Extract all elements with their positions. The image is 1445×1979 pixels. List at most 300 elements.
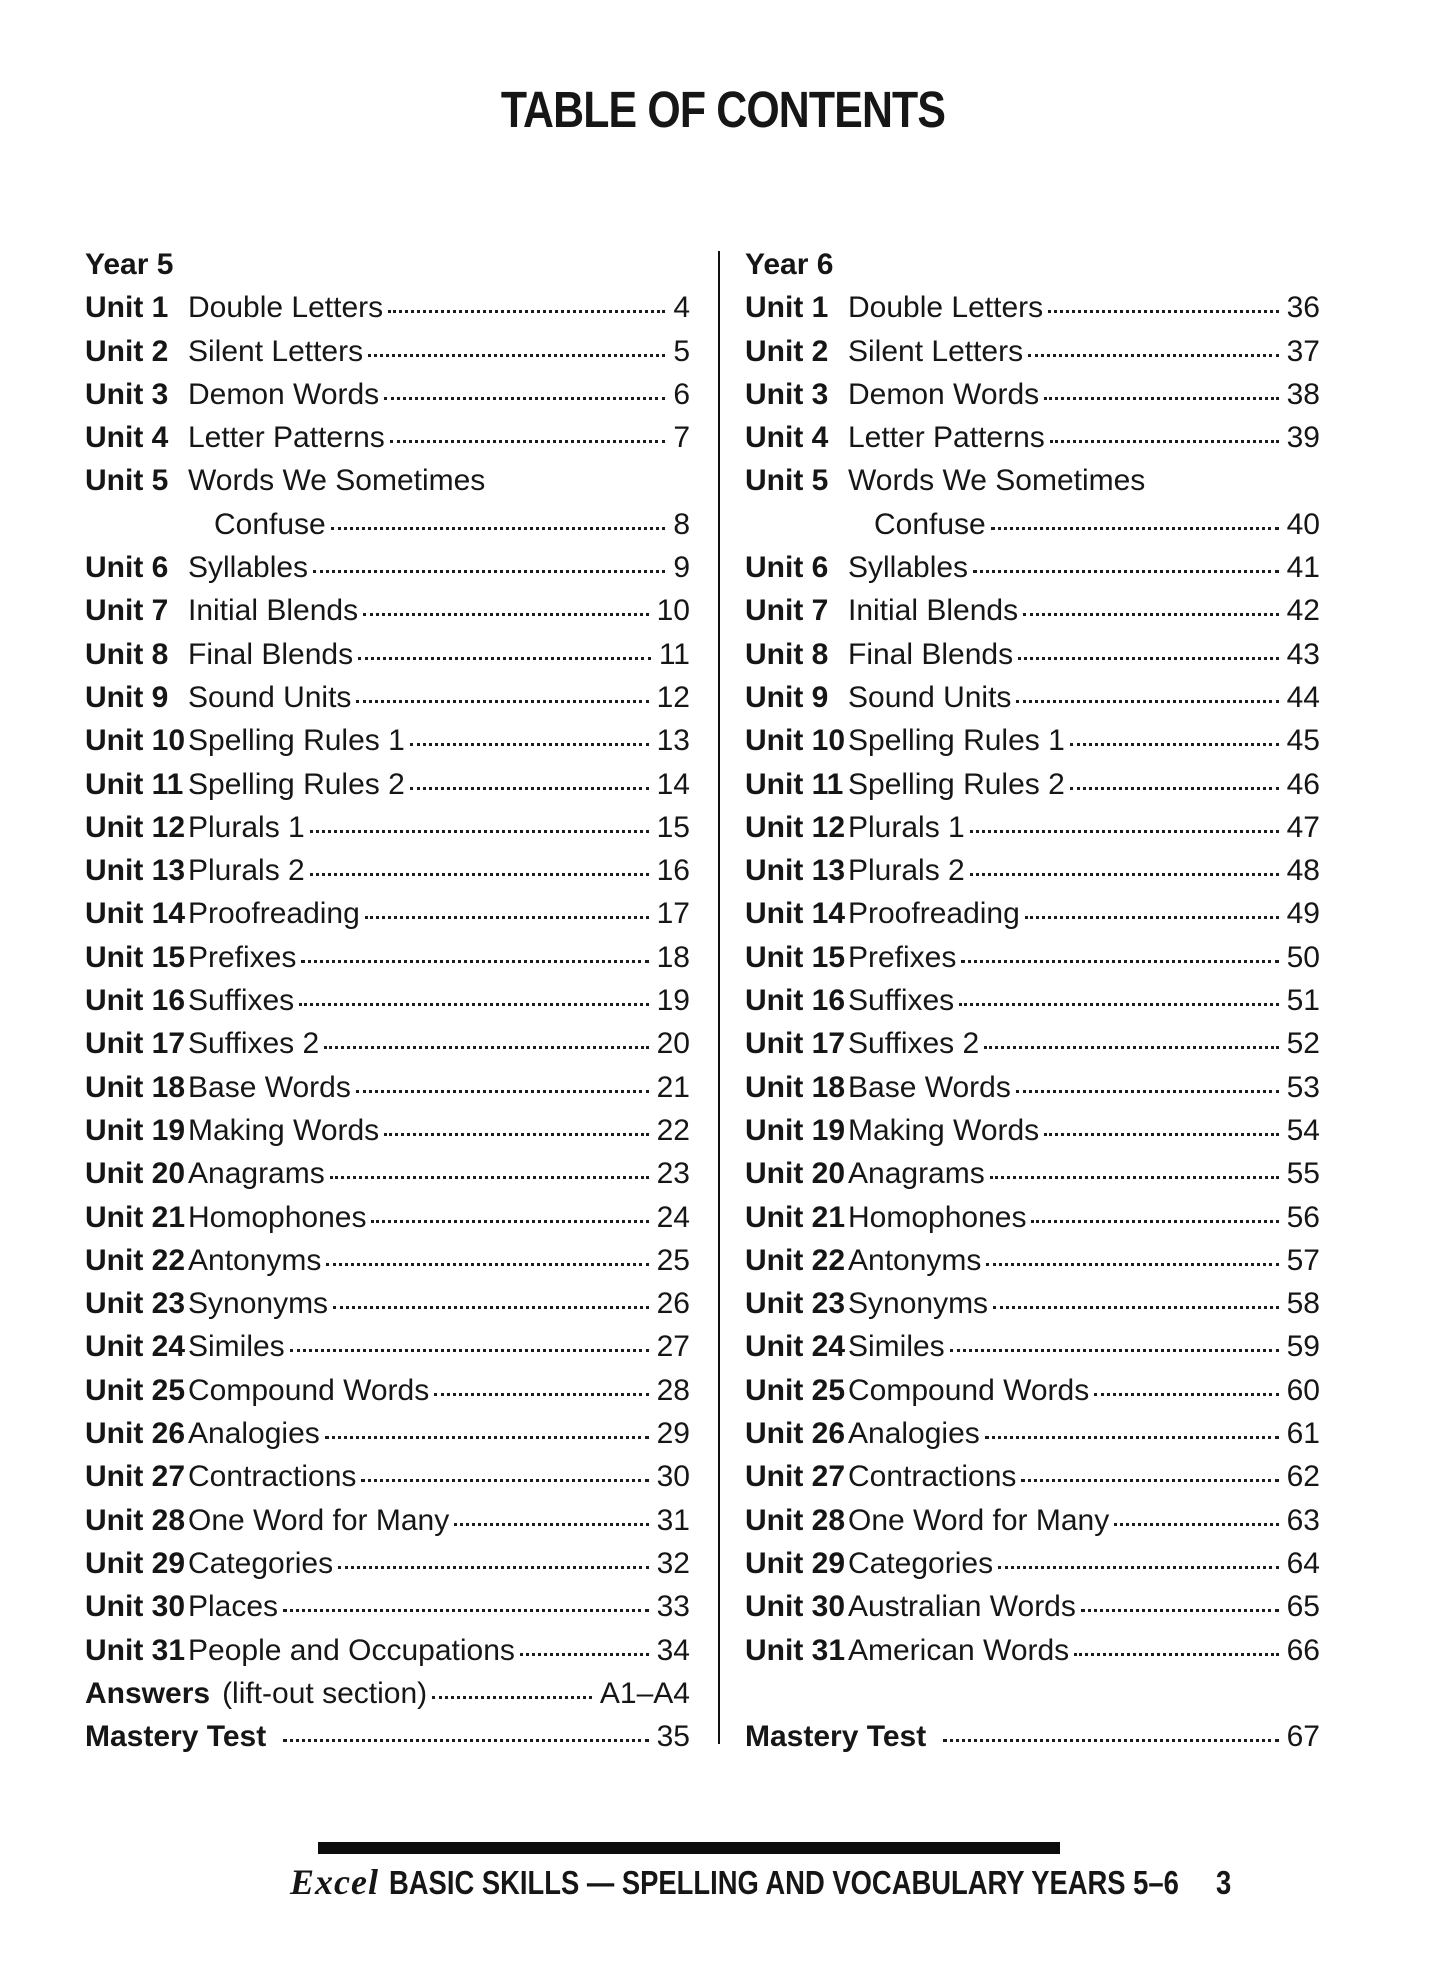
toc-row <box>745 1715 1320 1758</box>
toc-row <box>745 676 1320 719</box>
dot-leader <box>454 1523 648 1526</box>
unit-label: Unit 1 <box>85 291 169 325</box>
unit-label: Unit 22 <box>85 1243 186 1277</box>
unit-title: Plurals 2 <box>188 854 305 888</box>
toc-row <box>85 676 690 719</box>
unit-label: Unit 24 <box>85 1330 186 1364</box>
unit-title: Letter Patterns <box>188 421 385 455</box>
unit-title: Double Letters <box>848 291 1044 325</box>
page-number: 9 <box>673 551 690 585</box>
page-number: 47 <box>1286 810 1320 844</box>
unit-label: Unit 4 <box>745 421 829 455</box>
page-number: 15 <box>656 810 690 844</box>
unit-title: Spelling Rules 2 <box>848 767 1065 801</box>
unit-title: Prefixes <box>188 940 297 974</box>
toc-row <box>745 1542 1320 1585</box>
unit-label: Unit 14 <box>745 897 846 931</box>
footer-page-number: 3 <box>1215 1864 1231 1901</box>
dot-leader <box>991 527 1279 530</box>
unit-title: Similes <box>848 1330 945 1364</box>
dot-leader <box>368 354 665 357</box>
unit-title: Initial Blends <box>188 594 359 628</box>
page-number: 56 <box>1286 1200 1320 1234</box>
page-number: 7 <box>673 421 690 455</box>
dot-leader <box>1023 613 1279 616</box>
dot-leader <box>1070 743 1279 746</box>
page-number: 14 <box>656 767 690 801</box>
page-number: 34 <box>656 1633 690 1667</box>
toc-row <box>85 936 690 979</box>
dot-leader <box>1016 1090 1279 1093</box>
page-number: 67 <box>1286 1720 1320 1754</box>
unit-title: Homophones <box>848 1200 1027 1234</box>
dot-leader <box>1094 1393 1278 1396</box>
toc-row <box>745 633 1320 676</box>
unit-title: Analogies <box>848 1417 980 1451</box>
toc-column-year-6 <box>745 243 1320 1758</box>
unit-label: Unit 26 <box>85 1417 186 1451</box>
unit-label: Unit 3 <box>85 377 169 411</box>
toc-row <box>85 589 690 632</box>
unit-label: Unit 13 <box>745 854 846 888</box>
year-heading: Year 6 <box>745 248 834 281</box>
unit-title: Demon Words <box>188 377 380 411</box>
unit-label: Unit 2 <box>85 334 169 368</box>
page-number: 63 <box>1286 1503 1320 1537</box>
unit-title: Letter Patterns <box>848 421 1045 455</box>
unit-title: Suffixes 2 <box>188 1027 320 1061</box>
page-number: 20 <box>656 1027 690 1061</box>
unit-title: Syllables <box>848 551 969 585</box>
page-number: 53 <box>1286 1070 1320 1104</box>
toc-row <box>85 503 690 546</box>
footer-rule-bar <box>318 1842 1060 1854</box>
page-number: 30 <box>656 1460 690 1494</box>
page-number: 40 <box>1286 507 1320 541</box>
dot-leader <box>338 1566 649 1569</box>
page-number: 36 <box>1286 291 1320 325</box>
toc-row <box>85 892 690 935</box>
toc-row <box>745 1629 1320 1672</box>
unit-title: Making Words <box>848 1113 1040 1147</box>
toc-row <box>85 1585 690 1628</box>
toc-row <box>85 763 690 806</box>
unit-label: Unit 7 <box>85 594 169 628</box>
dot-leader <box>290 1349 649 1352</box>
unit-title: Suffixes <box>188 984 295 1018</box>
page-number: 5 <box>673 334 690 368</box>
unit-title: Australian Words <box>848 1590 1076 1624</box>
unit-label: Unit 8 <box>85 637 169 671</box>
unit-label: Unit 11 <box>745 767 844 801</box>
table-of-contents <box>85 243 1320 1758</box>
dot-leader <box>410 743 649 746</box>
page-number: 25 <box>656 1243 690 1277</box>
unit-title: Double Letters <box>188 291 384 325</box>
dot-leader <box>990 1176 1279 1179</box>
toc-row <box>85 330 690 373</box>
toc-row <box>85 979 690 1022</box>
unit-label: Unit 28 <box>85 1503 186 1537</box>
dot-leader <box>310 873 649 876</box>
dot-leader <box>299 1003 648 1006</box>
dot-leader <box>970 873 1279 876</box>
dot-leader <box>1021 1479 1278 1482</box>
unit-title: Final Blends <box>848 637 1014 671</box>
unit-title: Plurals 1 <box>188 810 305 844</box>
unit-label: Unit 14 <box>85 897 186 931</box>
page-number: 48 <box>1286 854 1320 888</box>
unit-title: Confuse <box>214 507 326 541</box>
dot-leader <box>365 916 649 919</box>
dot-leader <box>371 1220 648 1223</box>
unit-label: Unit 18 <box>85 1070 186 1104</box>
column-divider <box>718 251 720 1744</box>
unit-title: Proofreading <box>848 897 1020 931</box>
unit-label: Unit 8 <box>745 637 829 671</box>
toc-row <box>85 1672 690 1715</box>
unit-label: Unit 25 <box>745 1373 846 1407</box>
toc-row <box>745 459 1320 502</box>
toc-row <box>85 1152 690 1195</box>
unit-title: Contractions <box>188 1460 357 1494</box>
unit-label: Unit 2 <box>745 334 829 368</box>
unit-title: Prefixes <box>848 940 957 974</box>
dot-leader <box>998 1566 1279 1569</box>
page-number: 27 <box>656 1330 690 1364</box>
unit-label: Unit 27 <box>85 1460 186 1494</box>
page-number: 44 <box>1286 680 1320 714</box>
page-number: 13 <box>656 724 690 758</box>
unit-title: Syllables <box>188 551 309 585</box>
unit-label: Unit 20 <box>745 1157 846 1191</box>
unit-title: Analogies <box>188 1417 320 1451</box>
toc-row <box>745 1282 1320 1325</box>
page-number: 37 <box>1286 334 1320 368</box>
toc-row <box>85 286 690 329</box>
unit-title: Categories <box>848 1546 994 1580</box>
unit-title: Suffixes <box>848 984 955 1018</box>
unit-label: Unit 29 <box>745 1546 846 1580</box>
dot-leader <box>388 310 665 313</box>
toc-row <box>85 1455 690 1498</box>
unit-label: Unit 26 <box>745 1417 846 1451</box>
toc-row <box>745 1369 1320 1412</box>
unit-title: Synonyms <box>188 1287 329 1321</box>
page-number: 38 <box>1286 377 1320 411</box>
page-number: 26 <box>656 1287 690 1321</box>
unit-label: Unit 19 <box>85 1113 186 1147</box>
unit-title: Homophones <box>188 1200 367 1234</box>
unit-label: Unit 6 <box>85 551 169 585</box>
toc-row <box>85 373 690 416</box>
unit-label: Unit 21 <box>85 1200 186 1234</box>
toc-row <box>745 330 1320 373</box>
unit-title: Suffixes 2 <box>848 1027 980 1061</box>
page-number: 55 <box>1286 1157 1320 1191</box>
toc-row <box>745 1109 1320 1152</box>
unit-label: Unit 21 <box>745 1200 846 1234</box>
unit-title: Contractions <box>848 1460 1017 1494</box>
toc-row <box>745 1196 1320 1239</box>
page-number: 12 <box>656 680 690 714</box>
unit-label: Unit 23 <box>85 1287 186 1321</box>
dot-leader <box>324 1046 648 1049</box>
dot-leader <box>390 440 666 443</box>
toc-row <box>745 1066 1320 1109</box>
unit-title: Silent Letters <box>848 334 1024 368</box>
page-number: A1–A4 <box>599 1676 690 1710</box>
dot-leader <box>283 1739 648 1742</box>
unit-label: Unit 23 <box>745 1287 846 1321</box>
dot-leader <box>1044 1133 1278 1136</box>
unit-label: Unit 9 <box>85 680 169 714</box>
toc-row <box>745 1412 1320 1455</box>
page-number: 32 <box>656 1546 690 1580</box>
unit-title: Categories <box>188 1546 334 1580</box>
dot-leader <box>356 700 648 703</box>
toc-row <box>745 979 1320 1022</box>
page-number: 22 <box>656 1113 690 1147</box>
dot-leader <box>333 1306 649 1309</box>
toc-row <box>85 459 690 502</box>
unit-title: American Words <box>848 1633 1070 1667</box>
dot-leader <box>1114 1523 1278 1526</box>
page-number: 35 <box>656 1720 690 1754</box>
toc-row <box>745 1152 1320 1195</box>
dot-leader <box>1048 310 1279 313</box>
unit-label: Unit 1 <box>745 291 829 325</box>
toc-row <box>85 1629 690 1672</box>
dot-leader <box>325 1436 649 1439</box>
page-number: 29 <box>656 1417 690 1451</box>
unit-label: Unit 19 <box>745 1113 846 1147</box>
page-number: 39 <box>1286 421 1320 455</box>
page-number: 43 <box>1286 637 1320 671</box>
dot-leader <box>959 1003 1278 1006</box>
dot-leader <box>1018 657 1279 660</box>
toc-row <box>85 1412 690 1455</box>
unit-title: One Word for Many <box>188 1503 450 1537</box>
toc-row <box>745 416 1320 459</box>
toc-row <box>85 719 690 762</box>
unit-label: Unit 6 <box>745 551 829 585</box>
unit-label: Unit 25 <box>85 1373 186 1407</box>
unit-title: Spelling Rules 1 <box>188 724 405 758</box>
toc-row <box>85 1499 690 1542</box>
unit-label: Unit 30 <box>85 1590 186 1624</box>
unit-label: Mastery Test <box>85 1720 267 1754</box>
unit-title: Words We Sometimes <box>188 464 486 498</box>
dot-leader <box>1016 700 1278 703</box>
toc-row <box>745 546 1320 589</box>
dot-leader <box>943 1739 1278 1742</box>
unit-title: Final Blends <box>188 637 354 671</box>
page-number: 4 <box>673 291 690 325</box>
dot-leader <box>313 570 665 573</box>
page-number: 24 <box>656 1200 690 1234</box>
toc-row <box>85 1715 690 1758</box>
toc-row <box>745 589 1320 632</box>
unit-title: Words We Sometimes <box>848 464 1146 498</box>
dot-leader <box>363 613 649 616</box>
dot-leader <box>1050 440 1279 443</box>
toc-row <box>745 892 1320 935</box>
unit-label: Unit 5 <box>745 464 829 498</box>
unit-title: Compound Words <box>848 1373 1090 1407</box>
unit-label: Unit 28 <box>745 1503 846 1537</box>
unit-label: Unit 31 <box>85 1633 186 1667</box>
toc-row <box>745 1585 1320 1628</box>
unit-label: Unit 12 <box>745 810 846 844</box>
unit-label: Unit 18 <box>745 1070 846 1104</box>
unit-label: Unit 17 <box>745 1027 846 1061</box>
unit-title: Sound Units <box>188 680 352 714</box>
toc-row <box>85 546 690 589</box>
unit-title: Initial Blends <box>848 594 1019 628</box>
unit-label: Unit 12 <box>85 810 186 844</box>
toc-row <box>745 1455 1320 1498</box>
page-number: 31 <box>656 1503 690 1537</box>
unit-title: Plurals 1 <box>848 810 965 844</box>
dot-leader <box>283 1609 649 1612</box>
toc-row <box>85 1239 690 1282</box>
page-number: 8 <box>673 507 690 541</box>
dot-leader <box>961 960 1278 963</box>
toc-row <box>745 719 1320 762</box>
toc-row <box>85 1196 690 1239</box>
page-number: 41 <box>1286 551 1320 585</box>
page-number: 54 <box>1286 1113 1320 1147</box>
unit-label: Unit 15 <box>745 940 846 974</box>
dot-leader <box>384 397 665 400</box>
dot-leader <box>1044 397 1278 400</box>
page-number: 28 <box>656 1373 690 1407</box>
toc-row <box>85 416 690 459</box>
dot-leader <box>330 1176 649 1179</box>
unit-title: Making Words <box>188 1113 380 1147</box>
page-number: 62 <box>1286 1460 1320 1494</box>
dot-leader <box>970 830 1279 833</box>
brand-name: Excel <box>290 1862 379 1902</box>
unit-title: People and Occupations <box>188 1633 515 1667</box>
unit-title: Spelling Rules 2 <box>188 767 405 801</box>
dot-leader <box>410 787 649 790</box>
dot-leader <box>1031 1220 1278 1223</box>
page-number: 45 <box>1286 724 1320 758</box>
unit-label: Unit 7 <box>745 594 829 628</box>
unit-title: Places <box>188 1590 279 1624</box>
dot-leader <box>1070 787 1279 790</box>
unit-title: Base Words <box>188 1070 351 1104</box>
unit-label: Unit 3 <box>745 377 829 411</box>
dot-leader <box>993 1306 1279 1309</box>
unit-title: Proofreading <box>188 897 360 931</box>
dot-leader <box>434 1393 648 1396</box>
dot-leader <box>950 1349 1279 1352</box>
toc-row <box>85 1282 690 1325</box>
unit-title: Base Words <box>848 1070 1011 1104</box>
unit-label: Unit 17 <box>85 1027 186 1061</box>
unit-label: Unit 29 <box>85 1546 186 1580</box>
toc-row <box>745 806 1320 849</box>
dot-leader <box>1081 1609 1279 1612</box>
unit-title: Similes <box>188 1330 285 1364</box>
toc-row <box>745 763 1320 806</box>
unit-label: Unit 16 <box>745 984 846 1018</box>
toc-row <box>745 936 1320 979</box>
page-number: 51 <box>1286 984 1320 1018</box>
page-number: 16 <box>656 854 690 888</box>
toc-row <box>85 1066 690 1109</box>
unit-title: Silent Letters <box>188 334 364 368</box>
dot-leader <box>1074 1653 1278 1656</box>
page-number: 50 <box>1286 940 1320 974</box>
unit-title: Confuse <box>874 507 986 541</box>
unit-label: Unit 30 <box>745 1590 846 1624</box>
page-number: 6 <box>673 377 690 411</box>
page-number: 17 <box>656 897 690 931</box>
page-number: 57 <box>1286 1243 1320 1277</box>
page-number: 52 <box>1286 1027 1320 1061</box>
unit-title: (lift-out section) <box>222 1676 428 1710</box>
unit-label: Mastery Test <box>745 1720 927 1754</box>
unit-label: Unit 22 <box>745 1243 846 1277</box>
dot-leader <box>331 527 666 530</box>
unit-label: Unit 20 <box>85 1157 186 1191</box>
page-number: 18 <box>656 940 690 974</box>
page-number: 42 <box>1286 594 1320 628</box>
toc-row <box>745 1499 1320 1542</box>
toc-row <box>85 1369 690 1412</box>
unit-label: Unit 11 <box>85 767 184 801</box>
page-number: 23 <box>656 1157 690 1191</box>
page-number: 19 <box>656 984 690 1018</box>
page-number: 10 <box>656 594 690 628</box>
unit-label: Unit 27 <box>745 1460 846 1494</box>
toc-row <box>85 1542 690 1585</box>
toc-row <box>745 286 1320 329</box>
footer-text: BASIC SKILLS — SPELLING AND VOCABULARY YEARS 5–6 <box>388 1864 1179 1901</box>
unit-label: Unit 13 <box>85 854 186 888</box>
page-number: 60 <box>1286 1373 1320 1407</box>
dot-leader <box>1025 916 1279 919</box>
unit-title: Demon Words <box>848 377 1040 411</box>
toc-row <box>745 373 1320 416</box>
dot-leader <box>986 1263 1278 1266</box>
page-number: 65 <box>1286 1590 1320 1624</box>
unit-title: Anagrams <box>848 1157 985 1191</box>
unit-title: Anagrams <box>188 1157 325 1191</box>
footer <box>290 1861 1234 1903</box>
unit-title: Compound Words <box>188 1373 430 1407</box>
unit-title: Sound Units <box>848 680 1012 714</box>
toc-row <box>745 1239 1320 1282</box>
dot-leader <box>301 960 648 963</box>
dot-leader <box>310 830 649 833</box>
dot-leader <box>985 1436 1279 1439</box>
page-title: TABLE OF CONTENTS <box>500 81 945 138</box>
unit-label: Unit 31 <box>745 1633 846 1667</box>
unit-label: Unit 24 <box>745 1330 846 1364</box>
unit-title: One Word for Many <box>848 1503 1110 1537</box>
toc-row <box>745 1325 1320 1368</box>
toc-row <box>85 1022 690 1065</box>
page-number: 59 <box>1286 1330 1320 1364</box>
dot-leader <box>432 1696 592 1699</box>
toc-row <box>85 849 690 892</box>
dot-leader <box>1028 354 1279 357</box>
